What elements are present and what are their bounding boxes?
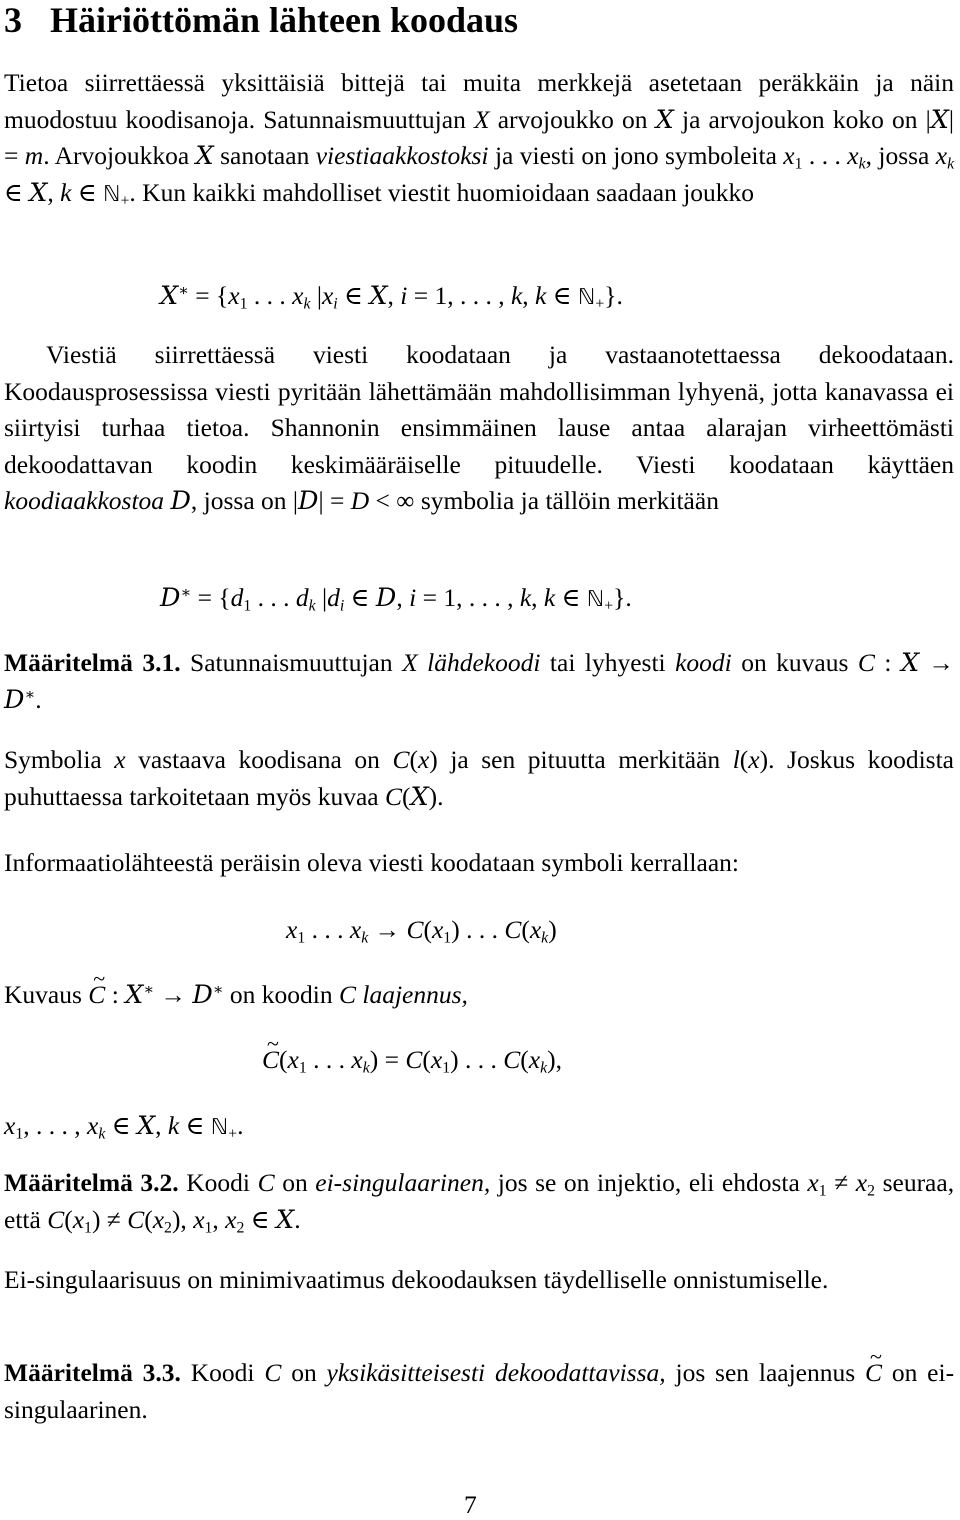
text-span: on ei-singulaarinen. — [4, 1358, 955, 1424]
text-span: Satunnaismuuttujan — [190, 648, 393, 677]
text-span: jos sen laajennus — [675, 1358, 856, 1387]
section-number: 3 — [4, 0, 22, 40]
display-equation: $X^∗ = \{x_1$ . . . $x_k$ $|x_i$ ∈ X, i = 1, . . . , k, k ∈ ℕ$_+$}. — [160, 281, 623, 313]
emphasis-term: lähdekoodi — [427, 648, 541, 677]
text-span: on koodin — [229, 980, 333, 1009]
text-span: jos se on injektio, eli ehdosta — [497, 1168, 800, 1197]
text-span: ja sen pituutta merkitään — [450, 745, 721, 774]
text-span: Tietoa siirrettäessä yksittäisiä bittejä tai muita merkkejä asetetaan peräkkäin ja näin muodostuu koodisanoja. Satunnaismuuttujan — [4, 68, 954, 134]
text-span: on — [282, 1168, 308, 1197]
emphasis-term: yksikäsitteisesti dekoodattavissa, — [326, 1358, 666, 1387]
display-equation: ~ $C(x_1$ . . . $x_k) = C(x_1)$ . . . $C(x_k)$, — [262, 1042, 562, 1078]
text-span: jossa — [878, 141, 930, 170]
page-number: 7 — [464, 1490, 477, 1519]
text-span: Joskus koodista puhuttaessa tarkoitetaan myös kuvaa — [4, 745, 954, 811]
text-span: sanotaan — [220, 141, 310, 170]
text-span: Koodi — [186, 1168, 251, 1197]
text-span: Informaatiolähteestä peräisin oleva viesti koodataan symboli kerrallaan: — [4, 848, 739, 877]
text-span: symbolia ja tällöin merkitään — [420, 486, 719, 515]
text-span: Ei-singulaarisuus on minimivaatimus dekoodauksen täydelliselle onnistumiselle. — [4, 1265, 829, 1294]
text-span: Symbolia — [4, 745, 102, 774]
emphasis-term: viestiaakkostoksi — [315, 141, 489, 170]
non-singularity-paragraph — [4, 1262, 954, 1299]
intro-paragraph: Tietoa siirrettäessä yksittäisiä bittejä tai muita merkkejä asetetaan peräkkäin ja näin muodostuu koodisanoja. Satunnaismuuttujan X arvojoukko on X ja arvojoukon koko on |X| = m. Arvojoukkoa X sanotaan viestiaakkostoksi ja viesti on jono symboleita $x_1$ . . . $x_k$, jossa $x_k$ ∈ X, k ∈ ℕ$_+$. Kun kaikki mahdolliset viestit huomioidaan saadaan joukko — [4, 68, 955, 209]
text-span: seuraa, että — [4, 1168, 955, 1234]
emphasis-term: laajennus, — [362, 980, 468, 1009]
text-span: Kuvaus — [4, 980, 82, 1009]
text-span: Arvojoukkoa — [54, 141, 190, 170]
definition-3-1: Määritelmä 3.1. Satunnaismuuttujan X lähdekoodi tai lyhyesti koodi on kuvaus C : X → D∗. — [4, 648, 955, 715]
definition-label: Määritelmä 3.3. — [4, 1358, 181, 1387]
text-span: tai lyhyesti — [549, 648, 666, 677]
text-span: ja arvojoukon koko on — [681, 104, 918, 134]
information-source-paragraph — [4, 845, 954, 882]
emphasis-term: koodi — [675, 648, 732, 677]
text-span: vastaava koodisana on — [138, 745, 380, 774]
text-span: on — [291, 1358, 317, 1387]
definition-3-3: Määritelmä 3.3. Koodi C on yksikäsitteisesti dekoodattavissa, jos sen laajennus ~ C on ei-singulaarinen. — [4, 1355, 954, 1428]
definition-3-2: Määritelmä 3.2. Koodi C on ei-singulaarinen, jos se on injektio, eli ehdosta $x_1 \ne x_2$ seuraa, että $C(x_1) \ne C(x_2)$, $x_1$, $x_2$ ∈ X. — [4, 1168, 955, 1236]
text-span: ja viesti on jono symboleita — [494, 141, 777, 170]
display-condition: $x_1$, . . . , $x_k$ ∈ X, k ∈ ℕ$_+$. — [4, 1111, 244, 1143]
text-span: Koodi — [190, 1358, 255, 1387]
section-heading — [4, 0, 954, 40]
section-title: Häiriöttömän lähteen koodaus — [50, 0, 519, 40]
text-span: jossa on — [203, 486, 287, 515]
emphasis-term: koodiaakkostoa — [4, 486, 165, 515]
symbol-paragraph: Symbolia x vastaava koodisana on C(x) ja sen pituutta merkitään l(x). Joskus koodista puhuttaessa tarkoitetaan myös kuvaa C(X). — [4, 745, 954, 812]
emphasis-term: ei-singulaarinen, — [315, 1168, 491, 1197]
extension-paragraph: Kuvaus ~ C : X∗ → D∗ on koodin C laajennus, — [4, 977, 954, 1014]
display-equation: $x_1$ . . . $x_k \to C(x_1)$ . . . $C(x_k)$ — [286, 915, 557, 947]
definition-label: Määritelmä 3.2. — [4, 1168, 179, 1197]
display-equation: $D^∗ = \{d_1$ . . . $d_k$ $|d_i$ ∈ D, i = 1, . . . , k, k ∈ ℕ$_+$}. — [160, 583, 632, 615]
text-span: arvojoukko on — [497, 104, 648, 134]
text-span: Kun kaikki mahdolliset viestit huomioidaan saadaan joukko — [142, 177, 755, 207]
text-span: Viestiä siirrettäessä viesti koodataan ja vastaanotettaessa dekoodataan. Koodausprosessissa viesti pyritään lähettämään mahdollisimman lyhyenä, jotta kanavassa ei siirtyisi turhaa tietoa. Shannonin ensimmäinen lause antaa alarajan virheettömästi dekoodattavan koodin keskimääräiselle pituudelle. Viesti koodataan käyttäen — [4, 340, 954, 479]
text-span: on kuvaus — [741, 648, 849, 677]
coding-paragraph: Viestiä siirrettäessä viesti koodataan ja vastaanotettaessa dekoodataan. Koodausprosessissa viesti pyritään lähettämään mahdollisimman lyhyenä, jotta kanavassa ei siirtyisi turhaa tietoa. Shannonin ensimmäinen lause antaa alarajan virheettömästi dekoodattavan koodin keskimääräiselle pituudelle. Viesti koodataan käyttäen koodiaakkostoa D, jossa on |D| = D < ∞ symbolia ja tällöin merkitään — [4, 340, 954, 516]
definition-label: Määritelmä 3.1. — [4, 648, 181, 677]
